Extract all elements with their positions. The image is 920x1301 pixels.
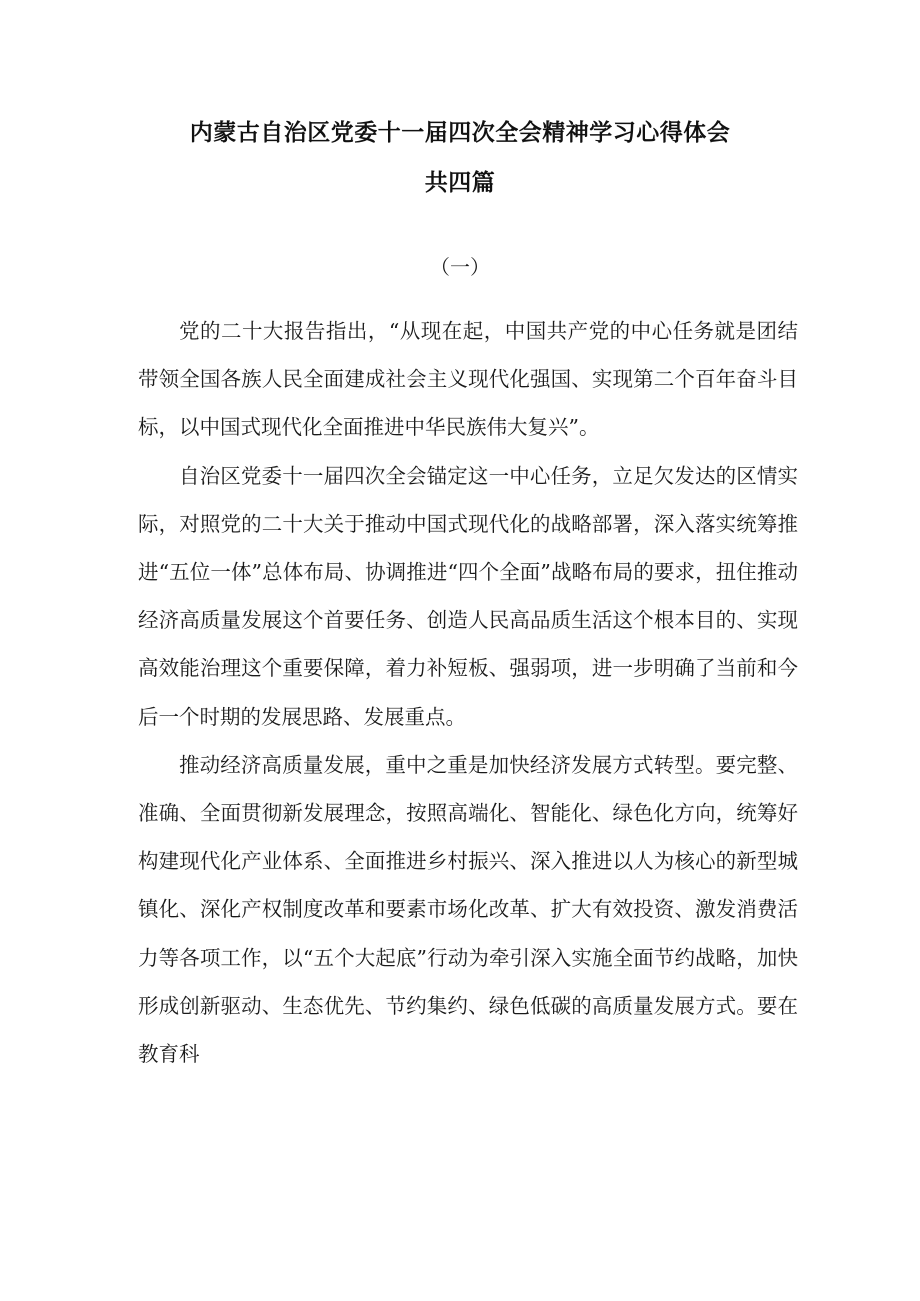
document-title: 内蒙古自治区党委十一届四次全会精神学习心得体会 bbox=[189, 120, 731, 146]
document-subtitle: 共四篇 bbox=[424, 170, 496, 196]
document-body bbox=[138, 307, 798, 1078]
paragraph-2: 自治区党委十一届四次全会锚定这一中心任务，立足欠发达的区情实际，对照党的二十大关于推动中国式现代化的战略部署，深入落实统筹推进“五位一体”总体布局、协调推进“四个全面”战略布局的要求，扭住推动经济高质量发展这个首要任务、创造人民高品质生活这个根本目的、实现高效能治理这个重要保障，着力补短板、强弱项，进一步明确了当前和今后一个时期的发展思路、发展重点。 bbox=[138, 463, 798, 729]
paragraph-3: 推动经济高质量发展，重中之重是加快经济发展方式转型。要完整、准确、全面贯彻新发展理念，按照高端化、智能化、绿色化方向，统筹好构建现代化产业体系、全面推进乡村振兴、深入推进以人为核心的新型城镇化、深化产权制度改革和要素市场化改革、扩大有效投资、激发消费活力等各项工作，以“五个大起底”行动为牵引深入实施全面节约战略，加快形成创新驱动、生态优先、节约集约、绿色低碳的高质量发展方式。要在教育科 bbox=[138, 752, 798, 1067]
paragraph-1: 党的二十大报告指出，“从现在起，中国共产党的中心任务就是团结带领全国各族人民全面建成社会主义现代化强国、实现第二个百年奋斗目标，以中国式现代化全面推进中华民族伟大复兴”。 bbox=[138, 319, 798, 440]
section-number: （一） bbox=[430, 255, 490, 279]
